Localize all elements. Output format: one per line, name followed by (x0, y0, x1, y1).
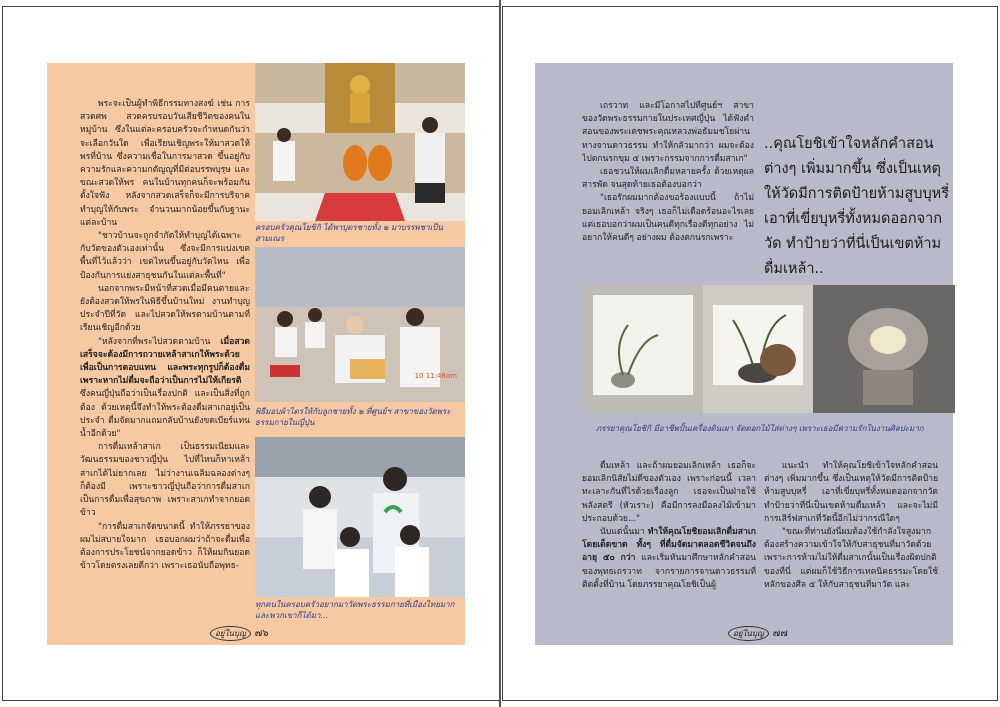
paragraph (80, 441, 250, 520)
text-run: "ขณะที่ท่านยังนี่ผมต้องใช้กำลังใจสูงมาก ต้องสร้างความเข้าใจให้กับสาธุชนที่มาวัดด้วย เพราะการห้ามไม่ให้ดื่มสาเกนั้นเป็นเรื่องผิดปกติของที่นี่ แต่ผมก็ใช้วิธีการเทคนิคธรรมะโดยใช้หลักของศีล ๕ ให้กับสาธุชนที่มาวัด และ (764, 527, 938, 590)
text-run: "เธอรักผมมากต้องขอร้องแบบนี้ ถ้าไม่ยอมเลิกเหล้า จริงๆ เธอก็ไม่เดือดร้อนอะไรเลย แต่เธอบอกว่าผมเป็นคนดีทุกเรื่องดีทุกอย่าง ไม่อยากให้คนดีๆ อย่างผม ต้องตกนรกเพราะ (582, 193, 754, 244)
paragraph (764, 526, 938, 592)
text-run: "ชาวบ้านจะถูกจำกัดให้ทำบุญได้เฉพาะกับวัดของตัวเองเท่านั้น ซึ่งจะมีการแบ่งเขตพื้นที่ไว้แล้วว่า เขตไหนขึ้นอยู่กับวัดไหน เพื่อป้องกันการแย่งสาธุชนกันในแต่ละพื้นที่" (80, 231, 250, 281)
right-article-bottom-column-2 (764, 460, 938, 608)
text-run: "การดื่มสาเกจัดขนาดนี้ ทำให้ภรรยาของผมไม่สบายใจมาก เธอบอกผมว่าถ้าจะดื่มเพื่อต้องการประโยชน์จากยอดข้าว ก็ให้ผมกินยอดข้าวโดยตรงเลยดีกว่า เพราะเธอนับถือพุทธ- (80, 521, 250, 572)
photo-pottery (583, 285, 955, 413)
paragraph (582, 526, 756, 592)
paragraph (80, 283, 250, 336)
magazine-logo: อยู่ในบุญ (728, 626, 769, 641)
caption-photo-ordination: ครอบครัวคุณโยชิกิ ได้พาบุตรชายทั้ง ๒ มาบรรพชาเป็นสามเณร (255, 223, 443, 243)
photo-ordination (255, 63, 465, 221)
photo-family (255, 437, 465, 597)
photo-ceremony (255, 247, 465, 402)
text-run: ซึ่งคนญี่ปุ่นถือว่าเป็นเรื่องปกติ และเป็นสิ่งที่ถูกต้อง ด้วยเหตุนี้จึงทำให้พระต้องดื่มสาเกอยู่เป็นประจำ ดื่มจัดมากแถมกลับบ้านยังขดเบียร์แทนน้ำอีกด้วย" (80, 389, 250, 440)
text-run: การดื่มเหล้าสาเก เป็นธรรมเนียมและวัฒนธรรมของชาวญี่ปุ่น ไปที่ไหนก็หาเหล้าสาเกได้ไม่ยากเลย ไม่ว่างานเฉลิมฉลองต่างๆ ก็ต้องมี เพราะชาวญี่ปุ่นถือว่าการดื่มสาเกเป็นการดื่มเพื่อสุขภาพ เพราะสาเกทำจากยอดข้าว (80, 442, 250, 519)
paragraph (80, 98, 250, 230)
paragraph (764, 460, 938, 526)
paragraph (80, 521, 250, 574)
bold-text: ทำให้คุณโยชิยอมเลิกดื่มสาเกโดยเด็ดขาด ทั้งๆ ที่ดื่มจัดมาตลอดชีวิตจนถึงอายุ ๕๐ กว่า (582, 527, 756, 564)
caption-photo-pottery: ภรรยาคุณโยชิกิ มีอาชีพปั้นเครื่องดินเผา จัดดอกไม้ใส่ต่างๆ เพราะเธอมีความรักในงานศิลปะมาก (596, 424, 924, 433)
caption-photo-ceremony: พิธีมอบผ้าไตรให้กับลูกชายทั้ง ๒ ที่ศูนย์ฯ สาขาของวัดพระธรรมกายในญี่ปุ่น (255, 407, 451, 427)
text-run: และเริ่มหันมาศึกษาหลักคำสอนของพุทธเถรวาท จากรายการจานดาวธรรมที่ติดตั้งที่บ้าน โดยภรรยาคุณโยชิเป็นผู้ (582, 553, 756, 590)
text-run: แนะนำ ทำให้คุณโยชิเข้าใจหลักคำสอนต่างๆ เพิ่มมากขึ้น ซึ่งเป็นเหตุให้วัดมีการติดป้ายห้ามสูบบุหรี่ เอาที่เขี่ยบุหรี่ทั้งหมดออกจากวัด ทำป้ายว่าที่นี่เป็นเขตห้ามดื่มเหล้า และจะไม่มีการเสิร์ฟสาเกที่วัดนี้อีกไม่ว่ากรณีใดๆ (764, 461, 938, 524)
text-run: นับแต่นั้นมา (600, 527, 648, 538)
text-run: นอกจากพระมีหน้าที่สวดเมื่อมีคนตายและยังต้องสวดให้พรในพิธีขึ้นบ้านใหม่ งานทำบุญประจำปีที่วัด และไปสวดให้พรตามบ้านตามที่เรียนเชิญอีกด้วย (80, 283, 250, 334)
page-number: ๗๖ (254, 628, 269, 639)
text-run: เถรวาท และมีโอกาสไปที่ศูนย์ฯ สาขาของวัดพระธรรมกายในประเทศญี่ปุ่น ได้ฟังคำสอนของพระเดชพระคุณหลวงพ่อธัมมชโยผ่านทางจานดาวธรรม ทำให้กลัวมากว่า ผมจะต้องไปตกนรกขุม ๕ เพราะกรรมจากการดื่มสาเก" (582, 101, 754, 164)
paragraph (582, 460, 756, 526)
left-page-footer (210, 626, 269, 641)
left-article-column (80, 98, 250, 613)
photo-timestamp: 10 11:48am (414, 372, 457, 380)
paragraph (80, 336, 250, 442)
magazine-logo: อยู่ในบุญ (210, 626, 251, 641)
text-run: ดื่มเหล้า และถ้าผมยอมเลิกเหล้า เธอก็จะยอมเลิกนิสัยไม่ดีของตัวเอง เพราะก่อนนี้ เวลาทะเลาะกันที่ไรด้วยเรื่องลูก เธอจะเป็นฝ่ายใช้พลังสตรี (หัวเราะ) คือมีการลงมือลงไม้เข้ามาประกอบด้วย..." (582, 461, 756, 524)
paragraph (80, 230, 250, 283)
paragraph (582, 192, 754, 245)
right-page-footer (728, 626, 788, 641)
pull-quote: ..คุณโยชิเข้าใจหลักคำสอนต่างๆ เพิ่มมากขึ้น ซึ่งเป็นเหตุให้วัดมีการติดป้ายห้ามสูบบุหรี่ เอาที่เขี่ยบุหรี่ทั้งหมดออกจากวัด ทำป้ายว่าที่นี่เป็นเขตห้ามดื่มเหล้า.. (764, 136, 950, 277)
right-article-bottom-column-1 (582, 460, 756, 608)
paragraph (582, 100, 754, 166)
book-spine (499, 0, 501, 707)
right-article-top-column (582, 100, 754, 280)
page-number: ๗๗ (772, 628, 788, 639)
bold-text: เมื่อสวดเสร็จจะต้องมีการถวายเหล้าสาเกให้พระด้วย เพื่อเป็นการตอบแทน และพระทุกรูปก็ต้องดื่มเพราะหากไม่ดื่มจะถือว่าเป็นการไม่ให้เกียรติ (80, 336, 250, 387)
text-run: พระจะเป็นผู้ทำพิธีกรรมทางสงฆ์ เช่น การสวดศพ สวดครบรอบวันเสียชีวิตของคนในหมู่บ้าน ซึ่งในแต่ละครอบครัวจะกำหนดกันว่าจะเลือกวันใด เพื่อเรียนเชิญพระให้มาสวดให้พรที่บ้าน ซึ่งความเชื่อในการมาสวด ขึ้นอยู่กับความรักและความกตัญญูที่มีต่อบรรพบุรุษ และขณะสวดให้พร คนในบ้านทุกคนก็จะพร้อมกันตั้งใจฟัง หลังจากสวดเสร็จก็จะมีการบริจาคทำบุญให้กับพระ จำนวนมากน้อยขึ้นกับฐานะแต่ละบ้าน (80, 99, 250, 228)
paragraph (582, 166, 754, 192)
text-run: เธอชวนให้ผมเลิกดื่มหลายครั้ง ด้วยเหตุผลสารพัด จนสุดท้ายเธอต้องบอกว่า (582, 167, 754, 191)
caption-photo-family: ทุกคนในครอบครัวอยากมาวัดพระธรรมกายที่เมืองไทยมาก และพวกเขาก็ได้มา... (255, 600, 455, 620)
text-run: "หลังจากที่พระไปสวดตามบ้าน (98, 336, 221, 347)
